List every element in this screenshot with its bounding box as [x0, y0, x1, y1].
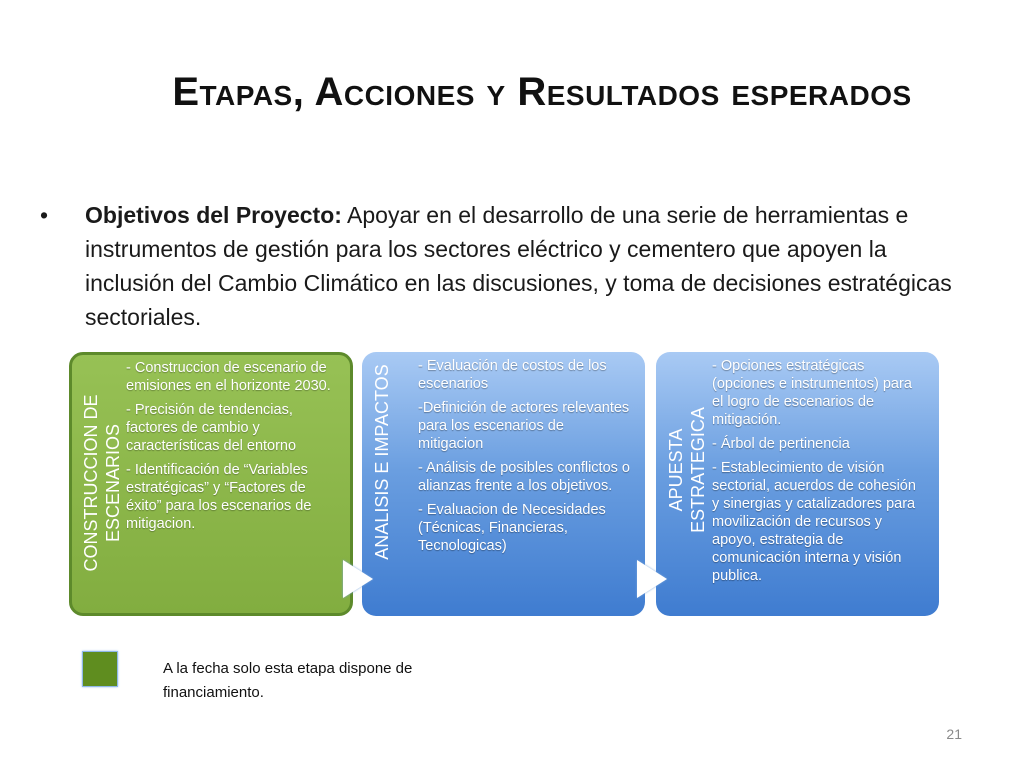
objective-lead: Objetivos del Proyecto: — [85, 202, 342, 228]
list-item: - Análisis de posibles conflictos o alianzas frente a los objetivos. — [418, 460, 630, 494]
list-item: - Construccion de escenario de emisiones en el horizonte 2030. — [126, 360, 331, 394]
list-item: -Definición de actores relevantes para los escenarios de mitigacion — [418, 400, 630, 452]
list-item: - Evaluacion de Necesidades (Técnicas, Financieras, Tecnologicas) — [418, 502, 606, 554]
slide-title: Etapas, Acciones y Resultados esperados — [172, 70, 912, 114]
stage-3-items — [712, 357, 924, 591]
stage-1-label-line2: ESCENARIOS — [103, 423, 123, 543]
stage-1-items — [126, 359, 336, 539]
stage-1-label — [80, 394, 124, 571]
stage-3-label — [665, 407, 709, 533]
legend-text: A la fecha solo esta etapa dispone de financiamiento. — [163, 660, 413, 701]
stage-analisis-impactos — [362, 352, 645, 616]
list-item: - Establecimiento de visión sectorial, acuerdos de cohesión y sinergias y catalizadores para movilización de recursos y apoyo, estrategia de comunicación interna y visión publica. — [712, 460, 916, 584]
stage-2-label-line1: ANALISIS E IMPACTOS — [372, 364, 392, 560]
list-item: - Opciones estratégicas (opciones e instrumentos) para el logro de escenarios de mitigación. — [712, 358, 912, 428]
stage-2-items — [418, 357, 630, 561]
objective-text — [85, 198, 970, 334]
stage-construccion-escenarios — [69, 352, 353, 616]
list-item: - Identificación de “Variables estratégicas” y “Factores de éxito” para los escenarios de mitigacion. — [126, 462, 312, 532]
flow-arrow-icon — [343, 560, 373, 598]
list-item: - Evaluación de costos de los escenarios — [418, 358, 607, 392]
list-item: - Árbol de pertinencia — [712, 436, 850, 452]
page-number: 21 — [946, 726, 962, 742]
stage-1-label-line1: CONSTRUCCION DE — [81, 394, 101, 572]
list-item: - Precisión de tendencias, factores de cambio y características del entorno — [126, 402, 297, 454]
stage-apuesta-estrategica — [656, 352, 939, 616]
stage-3-label-line2: ESTRATEGICA — [688, 407, 708, 533]
objective-body: Apoyar en el desarrollo de una serie de herramientas e instrumentos de gestión para los sectores eléctrico y cementero que apoyen la inclusión del Cambio Climático en las discusiones, y toma de decisiones estratégicas sectoriales. — [85, 202, 952, 330]
stage-2-label — [371, 364, 393, 559]
bullet-marker: • — [40, 202, 49, 228]
stage-3-label-line1: APUESTA — [666, 428, 686, 512]
legend-swatch — [82, 651, 118, 687]
flow-arrow-icon — [637, 560, 667, 598]
